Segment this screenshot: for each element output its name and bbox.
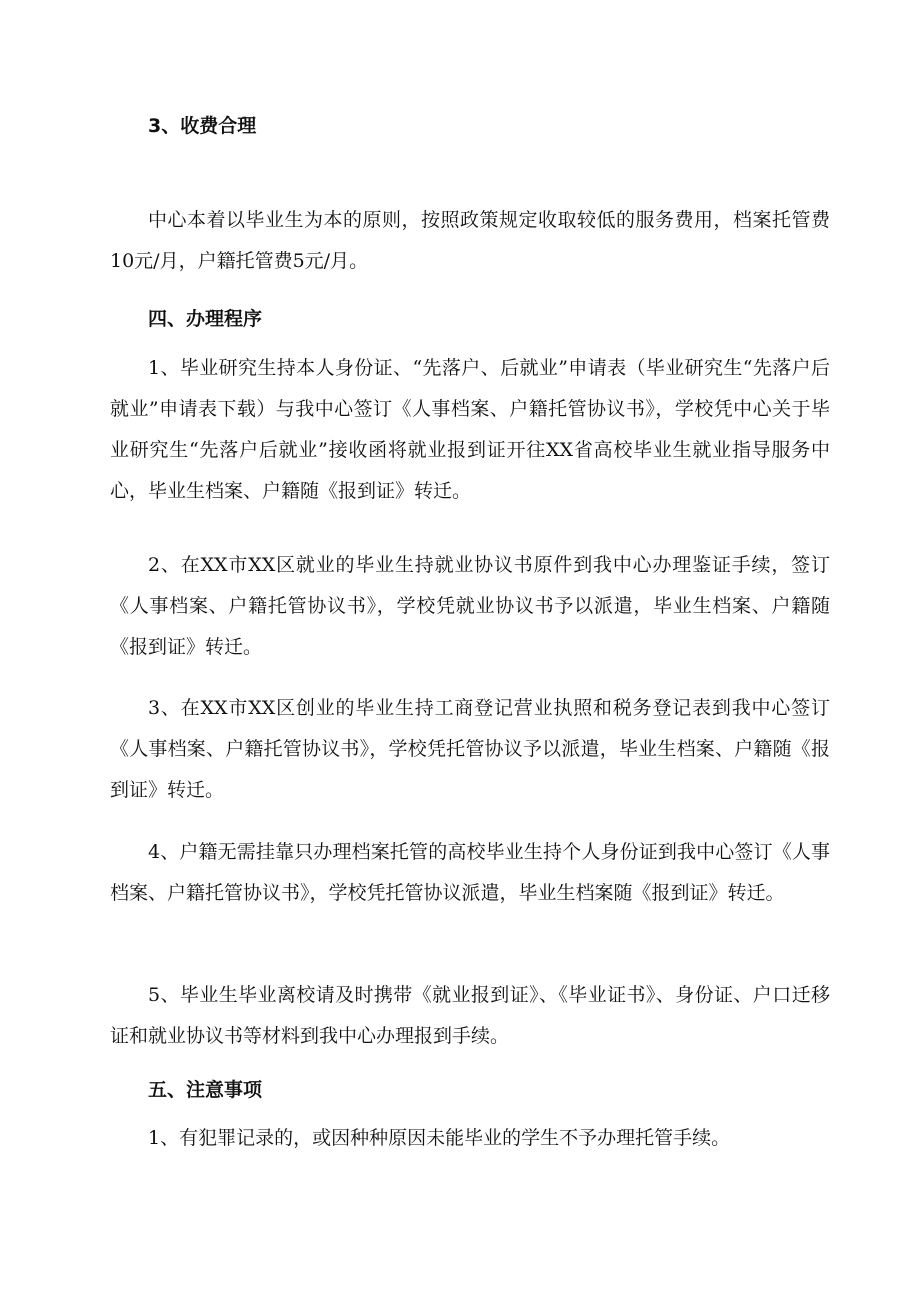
heading-notes: 五、注意事项 [148,1079,263,1101]
procedure-item-5: 5、毕业生毕业离校请及时携带《就业报到证》、《毕业证书》、身份证、户口迁移证和就业协议书等材料到我中心办理报到手续。 [110,984,830,1047]
procedure-item-3: 3、在XX市XX区创业的毕业生持工商登记营业执照和税务登记表到我中心签订《人事档案、户籍托管协议书》，学校凭托管协议予以派遣，毕业生档案、户籍随《报到证》转迁。 [110,697,830,801]
procedure-item-4: 4、户籍无需挂靠只办理档案托管的高校毕业生持个人身份证到我中心签订《人事档案、户籍托管协议书》，学校凭托管协议派遣，毕业生档案随《报到证》转迁。 [110,841,830,904]
paragraph-fees: 中心本着以毕业生为本的原则，按照政策规定收取较低的服务费用，档案托管费10元/月，户籍托管费5元/月。 [110,209,830,272]
procedure-item-1: 1、毕业研究生持本人身份证、“先落户、后就业”申请表（毕业研究生“先落户后就业”申请表下载）与我中心签订《人事档案、户籍托管协议书》，学校凭中心关于毕业研究生“先落户后就业”接收函将就业报到证开往XX省高校毕业生就业指导服务中心，毕业生档案、户籍随《报到证》转迁。 [110,357,830,502]
heading-fees: 3、收费合理 [148,115,257,137]
heading-procedure: 四、办理程序 [148,308,263,330]
procedure-item-2: 2、在XX市XX区就业的毕业生持就业协议书原件到我中心办理鉴证手续，签订《人事档案、户籍托管协议书》，学校凭就业协议书予以派遣，毕业生档案、户籍随《报到证》转迁。 [110,554,830,658]
notes-item-1: 1、有犯罪记录的，或因种种原因未能毕业的学生不予办理托管手续。 [148,1127,731,1149]
